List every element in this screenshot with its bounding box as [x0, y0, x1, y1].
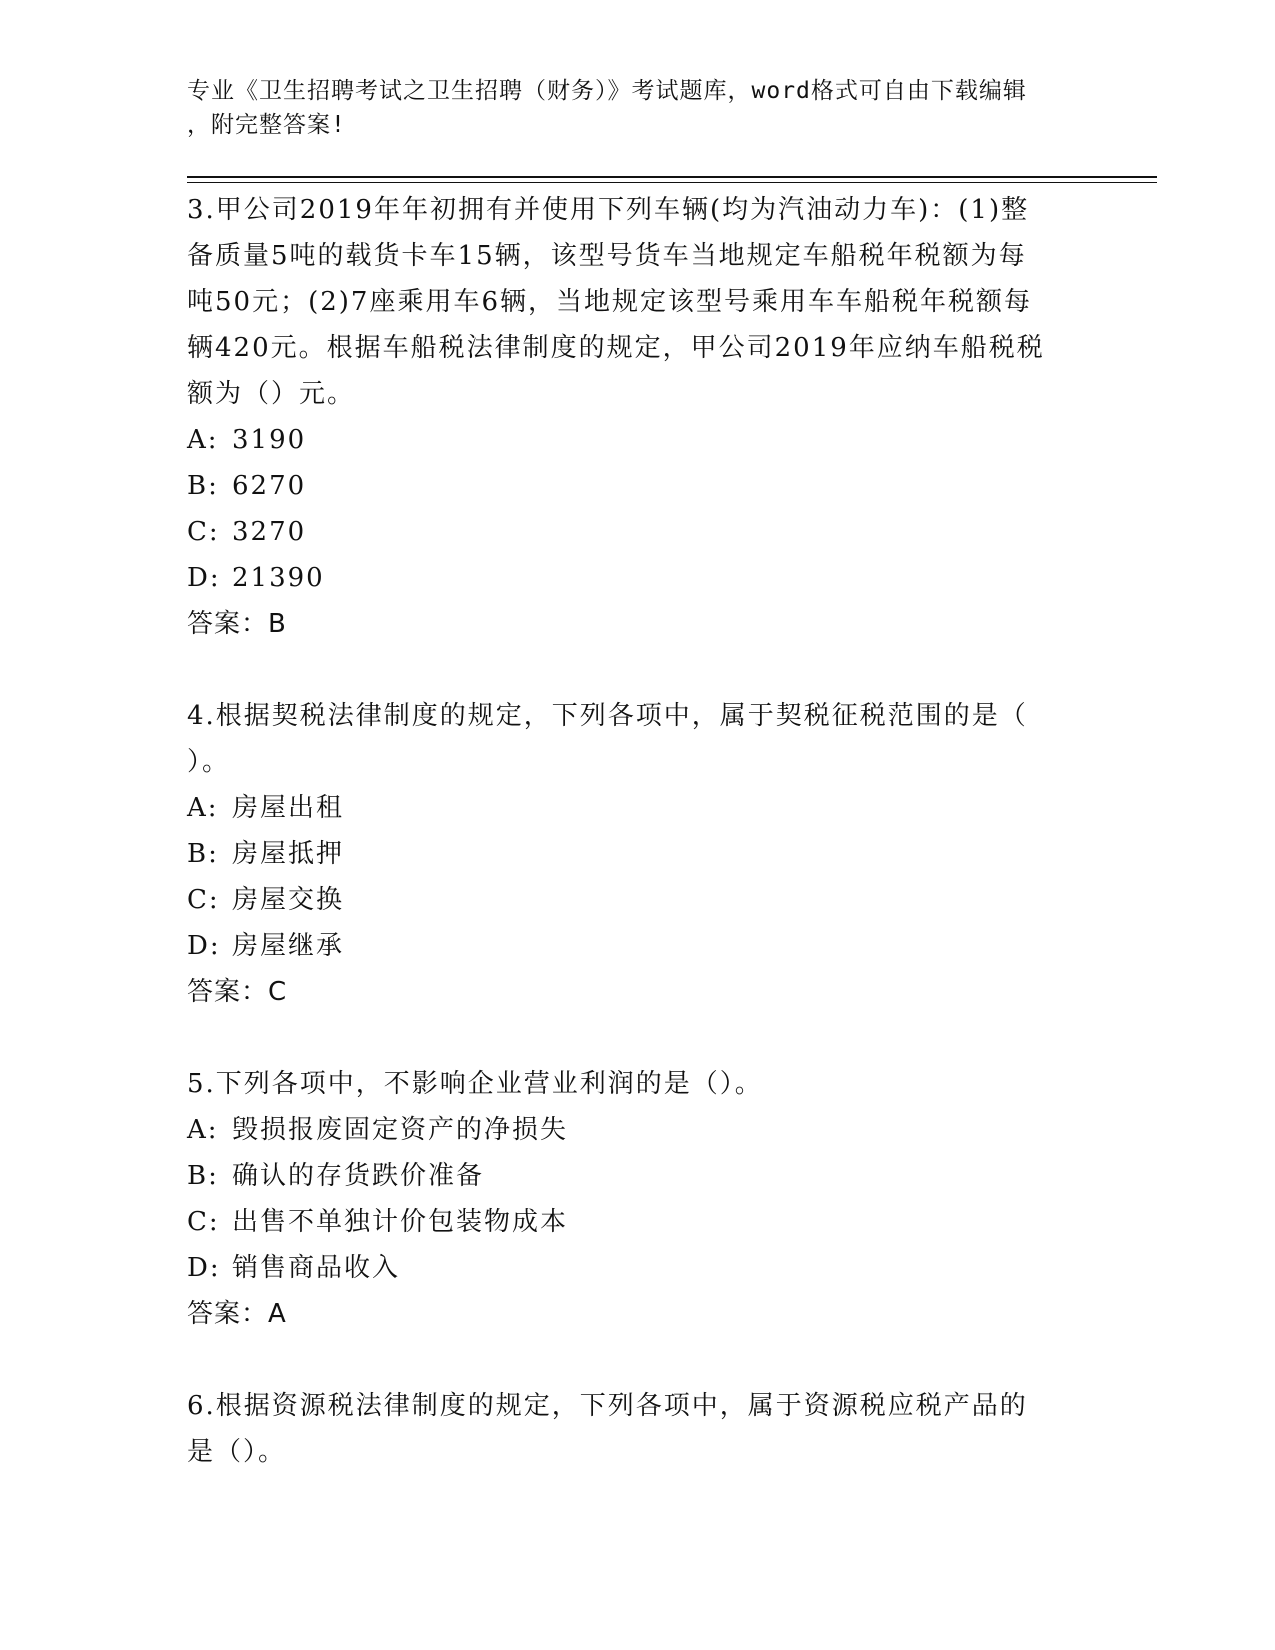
option-letter: B: [187, 839, 219, 869]
option-a [187, 785, 1087, 831]
question-stem-line: 额为（）元。 [187, 379, 356, 409]
option-text: 房屋抵押 [232, 839, 345, 869]
option-letter: D: [187, 1253, 221, 1283]
question-stem-line: 备质量5吨的载货卡车15辆，该型号货车当地规定车船税年税额为每 [187, 241, 1027, 271]
question-stem-line: 3.甲公司2019年年初拥有并使用下列车辆(均为汽油动力车)：(1)整 [187, 195, 1030, 225]
question-6 [187, 1383, 1087, 1475]
document-header [187, 74, 1087, 142]
header-line-2: ，附完整答案! [187, 112, 346, 138]
question-4 [187, 693, 1087, 1015]
option-c [187, 877, 1087, 923]
option-text: 出售不单独计价包装物成本 [232, 1207, 569, 1237]
option-d [187, 1245, 1087, 1291]
option-letter: A: [187, 793, 219, 823]
header-divider-thin [187, 182, 1157, 183]
option-text: 6270 [232, 471, 307, 501]
answer-line: 答案：B [187, 609, 287, 639]
option-b [187, 1153, 1087, 1199]
question-stem-line: 6.根据资源税法律制度的规定，下列各项中，属于资源税应税产品的 [187, 1391, 1028, 1421]
option-d [187, 555, 1087, 601]
option-a [187, 1107, 1087, 1153]
option-b [187, 831, 1087, 877]
option-letter: B: [187, 1161, 219, 1191]
question-stem-line: 辆420元。根据车船税法律制度的规定，甲公司2019年应纳车船税税 [187, 333, 1045, 363]
question-stem-line: 是（）。 [187, 1437, 287, 1467]
option-text: 21390 [232, 563, 325, 593]
header-divider-thick [187, 176, 1157, 178]
option-text: 房屋出租 [232, 793, 345, 823]
question-stem-line: 吨50元；(2)7座乘用车6辆，当地规定该型号乘用车车船税年税额每 [187, 287, 1032, 317]
answer-line: 答案：A [187, 1299, 287, 1329]
spacer [187, 647, 1087, 693]
option-c [187, 509, 1087, 555]
option-text: 房屋继承 [232, 931, 345, 961]
option-a [187, 417, 1087, 463]
question-list [187, 187, 1087, 1475]
question-stem-line: ）。 [187, 747, 231, 777]
option-b [187, 463, 1087, 509]
option-letter: C: [187, 1207, 220, 1237]
option-c [187, 1199, 1087, 1245]
header-line-1: 专业《卫生招聘考试之卫生招聘（财务）》考试题库，word格式可自由下载编辑 [187, 78, 1027, 104]
option-letter: C: [187, 517, 220, 547]
option-text: 3190 [232, 425, 307, 455]
option-text: 毁损报废固定资产的净损失 [232, 1115, 569, 1145]
option-letter: C: [187, 885, 220, 915]
question-stem-line: 4.根据契税法律制度的规定，下列各项中，属于契税征税范围的是（ [187, 701, 1028, 731]
option-text: 确认的存货跌价准备 [232, 1161, 485, 1191]
question-stem-line: 5.下列各项中，不影响企业营业利润的是（）。 [187, 1069, 763, 1099]
option-d [187, 923, 1087, 969]
option-letter: A: [187, 1115, 219, 1145]
option-text: 3270 [232, 517, 307, 547]
answer-line: 答案：C [187, 977, 288, 1007]
option-letter: D: [187, 931, 221, 961]
spacer [187, 1015, 1087, 1061]
option-letter: B: [187, 471, 219, 501]
option-letter: A: [187, 425, 219, 455]
option-text: 销售商品收入 [232, 1253, 401, 1283]
question-5 [187, 1061, 1087, 1337]
option-text: 房屋交换 [232, 885, 345, 915]
option-letter: D: [187, 563, 221, 593]
spacer [187, 1337, 1087, 1383]
question-3 [187, 187, 1087, 647]
